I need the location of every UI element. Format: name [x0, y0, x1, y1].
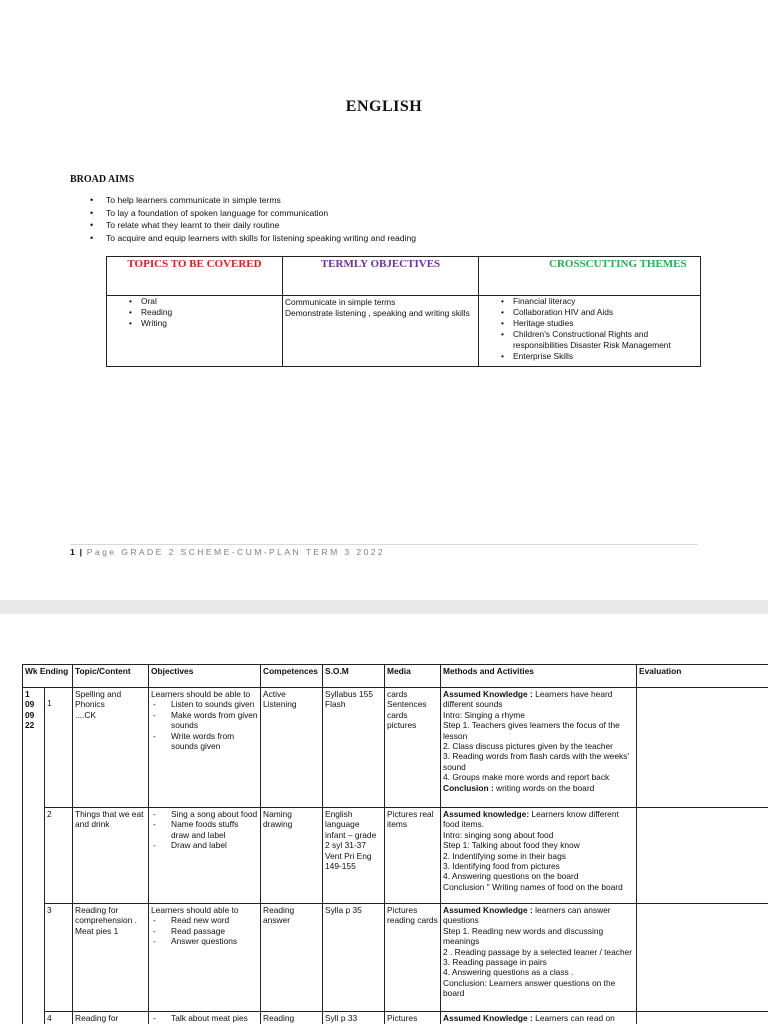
method-line: Intro: Singing a rhyme [443, 709, 525, 720]
method-line: 4. Answering questions on the board [443, 871, 579, 882]
methods-cell [441, 1012, 637, 1024]
method-line: Intro: singing song about food [443, 829, 554, 840]
method-line: 2. Indentifying some in their bags [443, 850, 566, 861]
header-themes [479, 257, 701, 296]
objective-item: - Draw and label [151, 840, 258, 850]
objective-item: - Talk about meat pies [151, 1013, 258, 1023]
media-cell: Pictures reading cards [385, 904, 441, 1012]
objectives-intro: Learners should able to [151, 905, 239, 915]
col-competences: Competences [261, 665, 323, 688]
method-label: Assumed Knowledge : [443, 689, 533, 699]
footer-text: Page GRADE 2 SCHEME-CUM-PLAN TERM 3 2022 [86, 547, 386, 557]
method-line: Conclusion: Learners answer questions on the board [443, 977, 616, 999]
som-cell: Sylla p 35 [323, 904, 385, 1012]
topic-item: • Reading [129, 307, 282, 318]
methods-cell [441, 904, 637, 1012]
aim-item: • To relate what they learnt to their daily routine [88, 219, 416, 232]
objective-line: Communicate in simple terms [285, 297, 396, 307]
col-wk-ending: Wk Ending [23, 665, 73, 688]
method-line: 2 . Reading passage by a selected leaner / teacher [443, 946, 633, 957]
scheme-table [22, 664, 768, 1024]
objective-item: - Answer questions [151, 936, 258, 946]
wk-ending-cell: 1 09 09 22 [23, 688, 45, 1024]
broad-aims-heading: BROAD AIMS [70, 174, 135, 185]
table-row [23, 688, 768, 808]
objectives-cell [149, 688, 261, 808]
evaluation-cell [637, 688, 768, 808]
aims-list [88, 194, 416, 244]
header-objectives [283, 257, 479, 296]
objectives-cell [149, 1012, 261, 1024]
lesson-number: 1 [45, 688, 73, 808]
aim-item: • To help learners communicate in simple terms [88, 194, 416, 207]
media-cell: cards Sentences cards pictures [385, 688, 441, 808]
topic-cell: Things that we eat and drink [73, 808, 149, 904]
method-line: 3. Identifying food from pictures [443, 861, 560, 872]
theme-item: • Heritage studies [501, 318, 700, 329]
method-label: Assumed Knowledge : [443, 905, 533, 915]
method-label-rest: Learners can read on [532, 1013, 615, 1023]
lesson-number: 4 [45, 1012, 73, 1024]
page-two [0, 614, 768, 1024]
method-label-rest: Learners have heard different sounds [443, 689, 613, 710]
header-themes-label: CROSSCUTTING THEMES [549, 258, 687, 270]
evaluation-cell [637, 808, 768, 904]
method-line: Step 1: Talking about food they know [443, 840, 580, 851]
method-label-rest: learners can answer questions [443, 905, 611, 926]
header-topics-label: TOPICS TO BE COVERED [127, 258, 262, 270]
topic-cell: Spelling and Phonics ....CK [73, 688, 149, 808]
method-label-rest: Learners know different food items. [443, 809, 619, 830]
lesson-number: 3 [45, 904, 73, 1012]
method-label: Assumed Knowledge : [443, 1013, 533, 1023]
objectives-cell [283, 296, 479, 367]
evaluation-cell [637, 1012, 768, 1024]
method-line: 3. Reading words from flash cards with the weeks' sound [443, 751, 629, 772]
objective-line: Demonstrate listening , speaking and writing skills [285, 308, 470, 318]
competences-cell: Reading [261, 1012, 323, 1024]
header-topics [107, 257, 283, 296]
conclusion-label: Conclusion : [443, 782, 494, 793]
method-line: 3. Reading passage in pairs [443, 957, 547, 968]
competences-cell: Active Listening [261, 688, 323, 808]
page-title: ENGLISH [345, 98, 423, 115]
evaluation-cell [637, 904, 768, 1012]
method-line: 2. Class discuss pictures given by the teacher [443, 741, 613, 752]
method-line: 4. Groups make more words and report back [443, 772, 610, 783]
aim-item: • To acquire and equip learners with skills for listening speaking writing and reading [88, 232, 416, 245]
col-som: S.O.M [323, 665, 385, 688]
aim-item: • To lay a foundation of spoken language for communication [88, 207, 416, 220]
media-cell: Pictures [385, 1012, 441, 1024]
method-line: 4. Answering questions as a class . [443, 967, 574, 978]
footer-separator: | [79, 547, 82, 557]
table-row [23, 808, 768, 904]
col-media: Media [385, 665, 441, 688]
page-number: 1 [70, 547, 75, 557]
methods-cell [441, 688, 637, 808]
media-cell: Pictures real items [385, 808, 441, 904]
method-line: Step 1. Teachers gives learners the focus of the lesson [443, 720, 620, 741]
theme-item: • Financial literacy [501, 296, 700, 307]
method-line: Conclusion " Writing names of food on the board [443, 881, 623, 892]
col-methods: Methods and Activities [441, 665, 637, 688]
theme-item: • Children's Constructional Rights and responsibilities Disaster Risk Management [501, 329, 700, 351]
objective-item: - Listen to sounds given [151, 699, 258, 709]
topic-cell: Reading for [73, 1012, 149, 1024]
som-cell: English language infant – grade 2 syl 31-37 Vent Pri Eng 149-155 [323, 808, 385, 904]
objectives-cell [149, 904, 261, 1012]
methods-cell [441, 808, 637, 904]
objective-item: - Sing a song about food [151, 809, 258, 819]
table-row [23, 1012, 768, 1024]
page-footer [70, 544, 698, 557]
header-objectives-label: TERMLY OBJECTIVES [320, 258, 441, 270]
competences-cell: Naming drawing [261, 808, 323, 904]
competences-cell: Reading answer [261, 904, 323, 1012]
topic-item: • Writing [129, 318, 282, 329]
col-objectives: Objectives [149, 665, 261, 688]
col-evaluation: Evaluation [637, 665, 768, 688]
col-topic: Topic/Content [73, 665, 149, 688]
objectives-cell [149, 808, 261, 904]
method-line: Step 1. Reading new words and discussing meanings [443, 925, 604, 947]
theme-item: • Collaboration HIV and Aids [501, 307, 700, 318]
objectives-intro: Learners should be able to [151, 689, 251, 699]
objective-item: - Read new word [151, 915, 258, 925]
lesson-number: 2 [45, 808, 73, 904]
conclusion-rest: writing words on the board [493, 782, 595, 793]
objective-item: - Write words from sounds given [151, 731, 258, 752]
som-cell: Syll p 33 [323, 1012, 385, 1024]
table-row [23, 904, 768, 1012]
topic-item: • Oral [129, 296, 282, 307]
method-label: Assumed knowledge: [443, 809, 530, 819]
topics-table [106, 256, 701, 367]
objective-item: - Make words from given sounds [151, 710, 258, 731]
objective-item: - Name foods stuffs draw and label [151, 819, 258, 840]
topics-cell [107, 296, 283, 367]
page-gap [0, 600, 768, 614]
topic-cell: Reading for comprehension . Meat pies 1 [73, 904, 149, 1012]
theme-item: • Enterprise Skills [501, 351, 700, 362]
themes-cell [479, 296, 701, 367]
objective-item: - Read passage [151, 926, 258, 936]
som-cell: Syllabus 155 Flash [323, 688, 385, 808]
